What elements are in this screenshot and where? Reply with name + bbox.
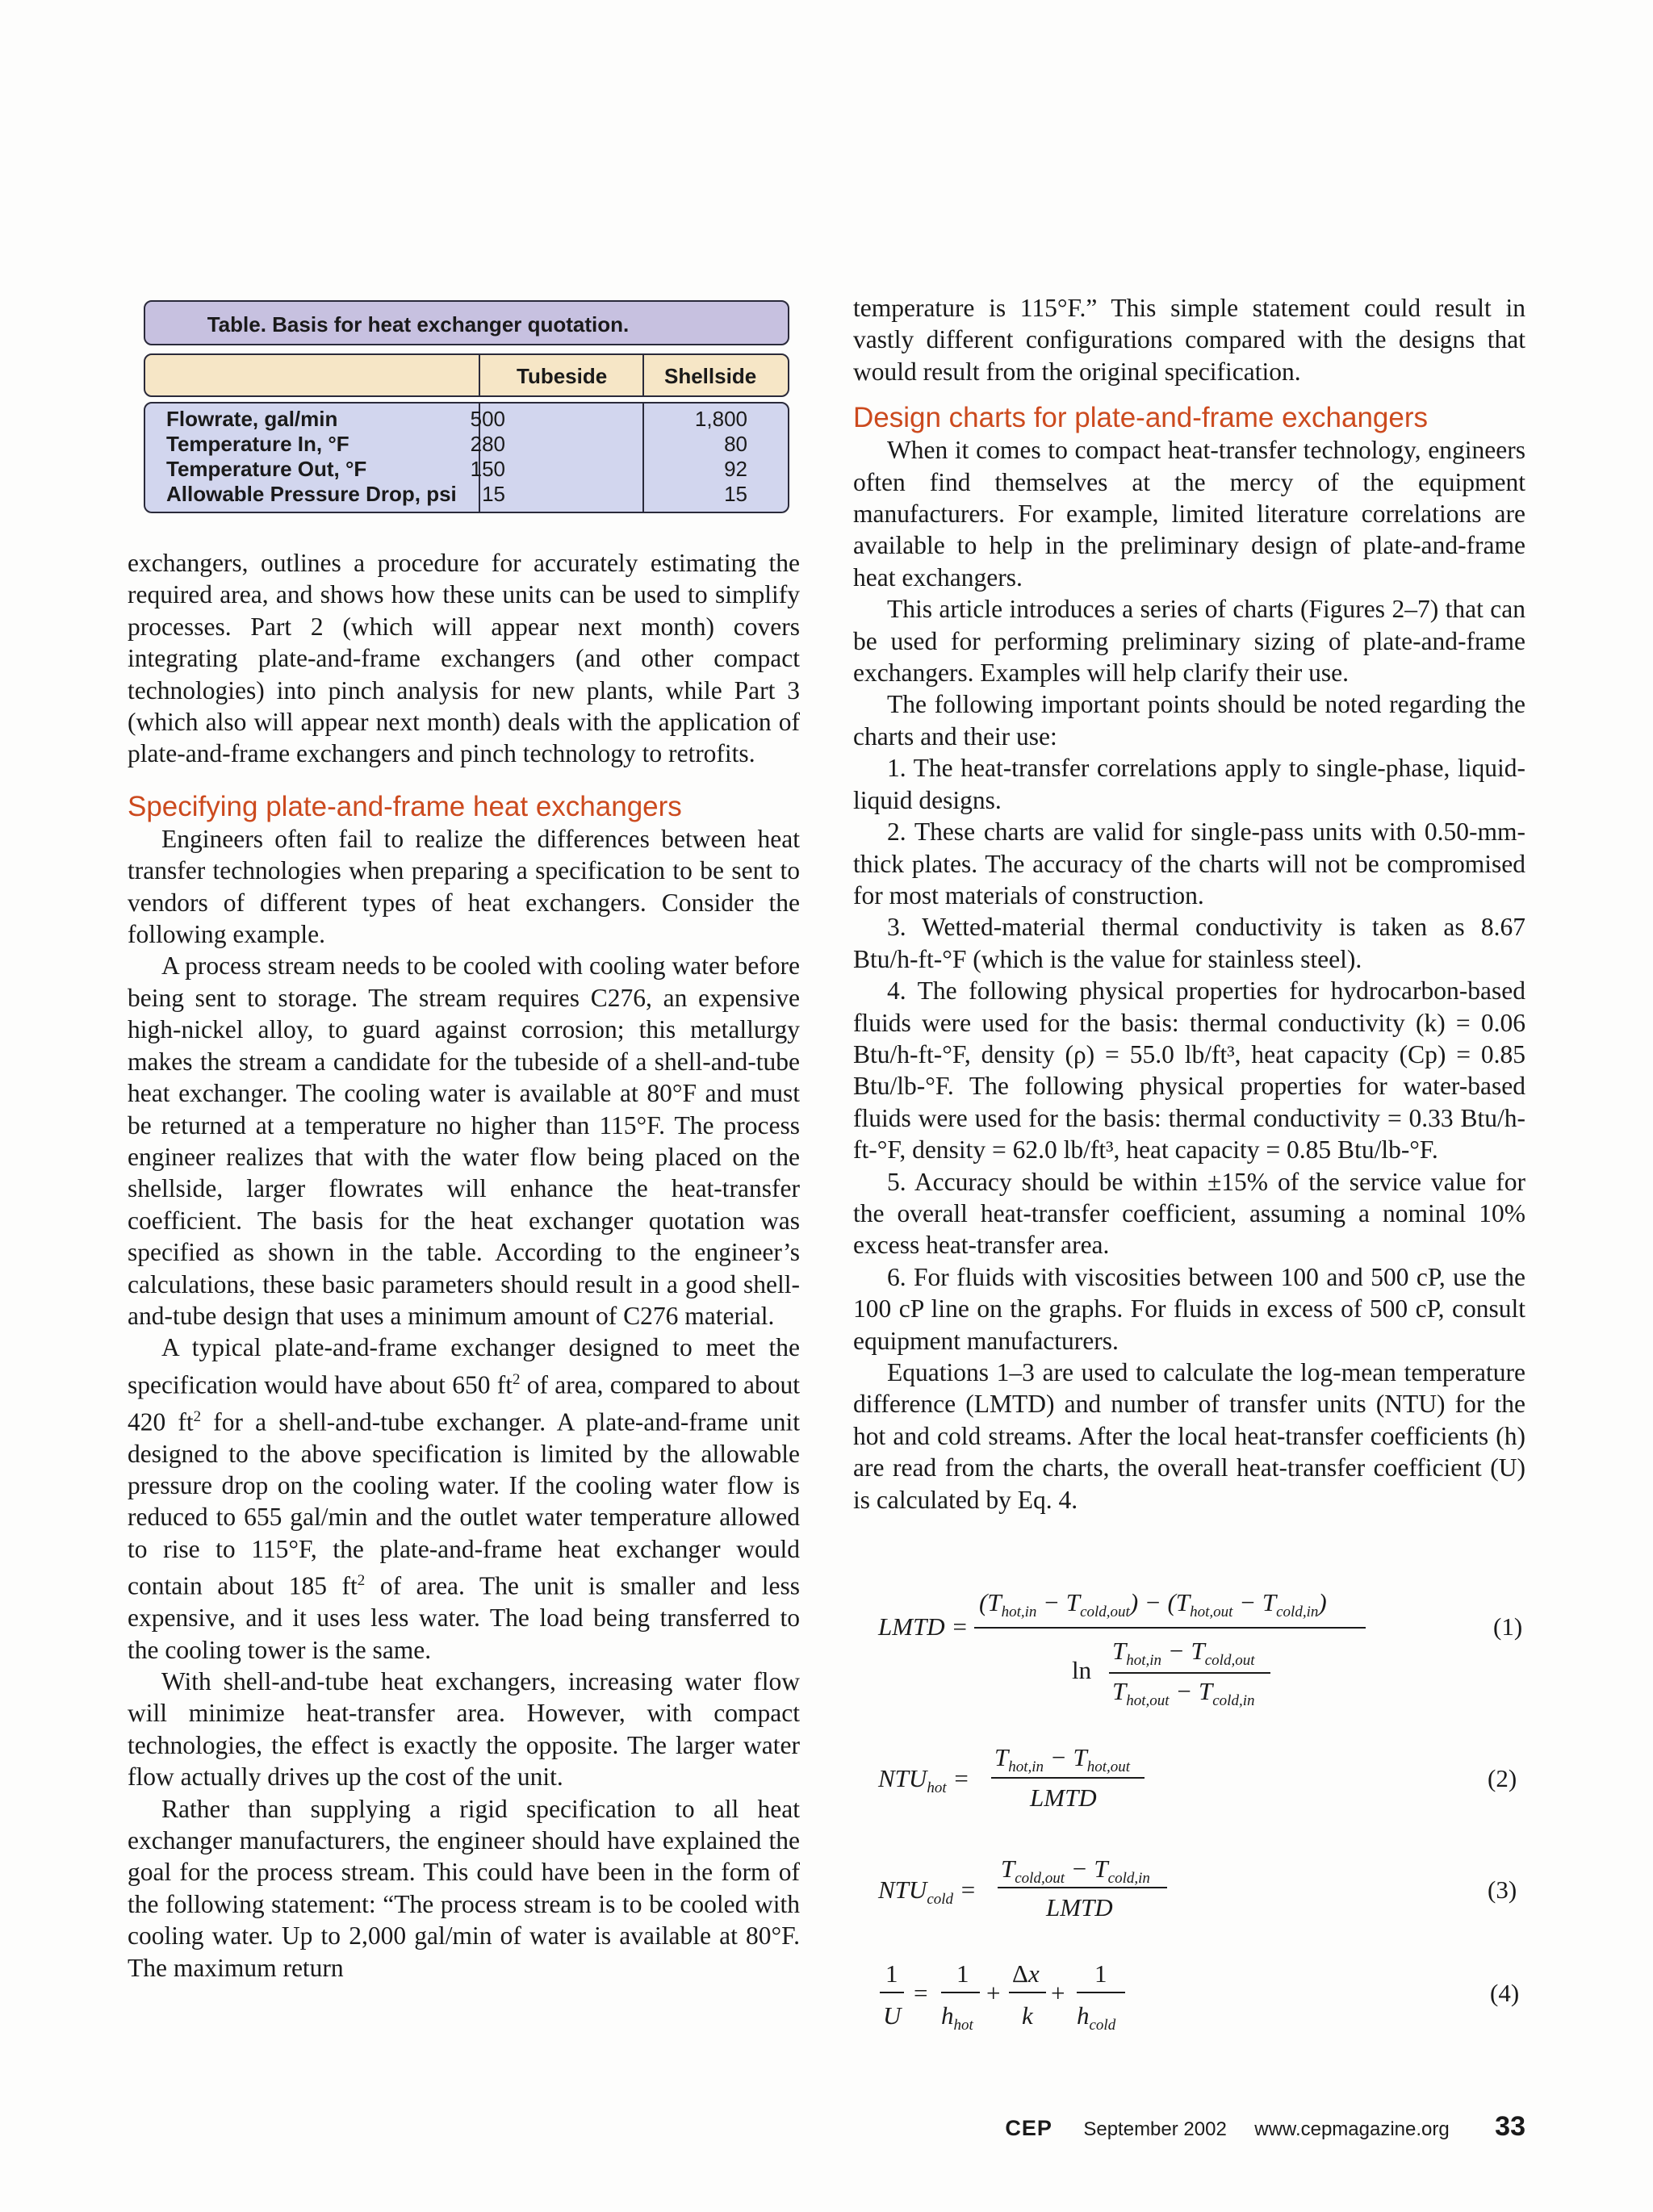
table-body bbox=[144, 402, 789, 513]
equation-number: (2) bbox=[1488, 1764, 1517, 1792]
left-column bbox=[128, 547, 800, 1984]
equation-number: (4) bbox=[1490, 1979, 1520, 2007]
equation-number: (3) bbox=[1488, 1875, 1517, 1904]
list-item: 1. The heat-transfer correlations apply to single-phase, liquid-liquid designs. bbox=[853, 754, 1525, 814]
continued-paragraph: temperature is 115°F.” This simple statement could result in vastly different configurations compared with the designs that would result from the original specification. bbox=[853, 294, 1525, 386]
section-heading-specifying: Specifying plate-and-frame heat exchangers bbox=[128, 790, 682, 822]
section-heading-design-charts: Design charts for plate-and-frame exchangers bbox=[853, 402, 1429, 434]
intro-paragraph: exchangers, outlines a procedure for accurately estimating the required area, and shows how these units can be used to simplify processes. Part 2 (which will appear next month) covers integrating plate-and-frame exchangers (and other compact technologies) into pinch analysis for new plants, while Part 3 (which also will appear next month) deals with the application of plate-and-frame exchangers and pinch technology to retrofits. bbox=[128, 549, 800, 768]
table-cell-shellside: 1,800 bbox=[694, 407, 747, 431]
paragraph: Equations 1–3 are used to calculate the log-mean temperature difference (LMTD) and number of transfer units (NTU) for the hot and cold streams. After the local heat-transfer coefficients (h) are read from the charts, the overall heat-transfer coefficient (U) is calculated by Eq. 4. bbox=[853, 1358, 1525, 1514]
website-url: www.cepmagazine.org bbox=[1254, 2118, 1450, 2140]
list-item: 6. For fluids with viscosities between 100 and 500 cP, use the 100 cP line on the graphs. For fluids in excess of 500 cP, consult equipment manufacturers. bbox=[853, 1262, 1525, 1355]
table-header-tubeside: Tubeside bbox=[517, 364, 608, 388]
table-row-label: Allowable Pressure Drop, psi bbox=[166, 482, 457, 506]
table-row bbox=[145, 432, 788, 457]
table-cell-shellside: 80 bbox=[724, 432, 747, 456]
table-cell-shellside: 15 bbox=[724, 482, 747, 506]
magazine-name: CEP bbox=[1005, 2116, 1052, 2140]
paragraph: When it comes to compact heat-transfer technology, engineers often find themselves at the mercy of the equipment manufacturers. For example, limited literature correlations are available to help in the preliminary design of plate-and-frame heat exchangers. bbox=[853, 436, 1525, 592]
table-cell-tubeside: 500 bbox=[470, 407, 505, 431]
paragraph-area-comparison: A typical plate-and-frame exchanger designed to meet the specification would have about 650 $ft^2$ of area, compared to about 420 $ft^2$ for a shell-and-tube exchanger. A plate-and-frame unit designed to the above specification is limited by the allowable pressure drop on the cooling water. If the cooling water flow is reduced to 655 gal/min and the outlet water temperature allowed to rise to 115°F, the plate-and-frame heat exchanger would contain about 185 $ft^2$ of area. The unit is smaller and less expensive, and it uses less water. The load being transferred to the cooling tower is the same. bbox=[128, 1333, 800, 1664]
paragraph: A process stream needs to be cooled with cooling water before being sent to storage. The stream requires C276, an expensive high-nickel alloy, to guard against corrosion; this metallurgy makes the stream a candidate for the tubeside of a shell-and-tube heat exchanger. The cooling water is available at 80°F and must be returned at a temperature no higher than 115°F. The process engineer realizes that with the water flow being placed on the shellside, larger flowrates will enhance the heat-transfer coefficient. The basis for the heat exchanger quotation was specified as shown in the table. According to the engineer’s calculations, these basic parameters should result in a good shell-and-tube design that uses a minimum amount of C276 material. bbox=[128, 951, 800, 1330]
table-cell-tubeside: 150 bbox=[470, 457, 505, 481]
table-title: Table. Basis for heat exchanger quotation. bbox=[144, 300, 789, 345]
table-row bbox=[145, 482, 788, 507]
paragraph: Rather than supplying a rigid specification to all heat exchanger manufacturers, the engineer should have explained the goal for the process stream. This could have been in the form of the following statement: “The process stream is to be cooled with cooling water. Up to 2,000 gal/min of water is available at 80°F. The maximum return bbox=[128, 1794, 800, 1982]
table-row-label: Temperature Out, °F bbox=[166, 457, 367, 481]
page-footer bbox=[1005, 2111, 1525, 2143]
table-row bbox=[145, 407, 788, 432]
list-item: 4. The following physical properties for hydrocarbon-based fluids were used for the basis: thermal conductivity (k) = 0.06 Btu/h-ft-°F, density (ρ) = 55.0 lb/ft³, heat capacity (Cp) = 0.85 Btu/lb-°F. The following physical properties for water-based fluids were used for the basis: thermal conductivity = 0.33 Btu/h-ft-°F, density = 62.0 lb/ft³, heat capacity = 0.85 Btu/lb-°F. bbox=[853, 976, 1525, 1165]
table-cell-shellside: 92 bbox=[724, 457, 747, 481]
paragraph: Engineers often fail to realize the differences between heat transfer technologies when preparing a specification to be sent to vendors of different types of heat exchangers. Consider the following example. bbox=[128, 824, 800, 949]
list-item: 2. These charts are valid for single-pass units with 0.50-mm-thick plates. The accuracy of the charts will not be compromised for most materials of construction. bbox=[853, 817, 1525, 909]
table-row bbox=[145, 457, 788, 482]
table-cell-tubeside: 280 bbox=[470, 432, 505, 456]
paragraph: This article introduces a series of charts (Figures 2–7) that can be used for performing preliminary sizing of plate-and-frame exchangers. Examples will help clarify their use. bbox=[853, 595, 1525, 688]
table-header-shellside: Shellside bbox=[664, 364, 757, 388]
table-row-label: Temperature In, °F bbox=[166, 432, 349, 456]
table-header bbox=[144, 353, 789, 397]
equation-number: (1) bbox=[1493, 1612, 1523, 1641]
paragraph: The following important points should be noted regarding the charts and their use: bbox=[853, 690, 1525, 751]
table-row-label: Flowrate, gal/min bbox=[166, 407, 338, 431]
list-item: 5. Accuracy should be within ±15% of the service value for the overall heat-transfer coefficient, assuming a nominal 10% excess heat-transfer area. bbox=[853, 1167, 1525, 1260]
right-column bbox=[853, 292, 1525, 1516]
issue-date: September 2002 bbox=[1083, 2118, 1227, 2140]
page-number: 33 bbox=[1495, 2111, 1525, 2142]
table-cell-tubeside: 15 bbox=[482, 482, 505, 506]
list-item: 3. Wetted-material thermal conductivity is taken as 8.67 Btu/h-ft-°F (which is the value for stainless steel). bbox=[853, 913, 1525, 973]
basis-table bbox=[144, 300, 789, 513]
paragraph: With shell-and-tube heat exchangers, increasing water flow will minimize heat-transfer area. However, with compact technologies, the effect is exactly the opposite. The larger water flow actually drives up the cost of the unit. bbox=[128, 1666, 800, 1792]
